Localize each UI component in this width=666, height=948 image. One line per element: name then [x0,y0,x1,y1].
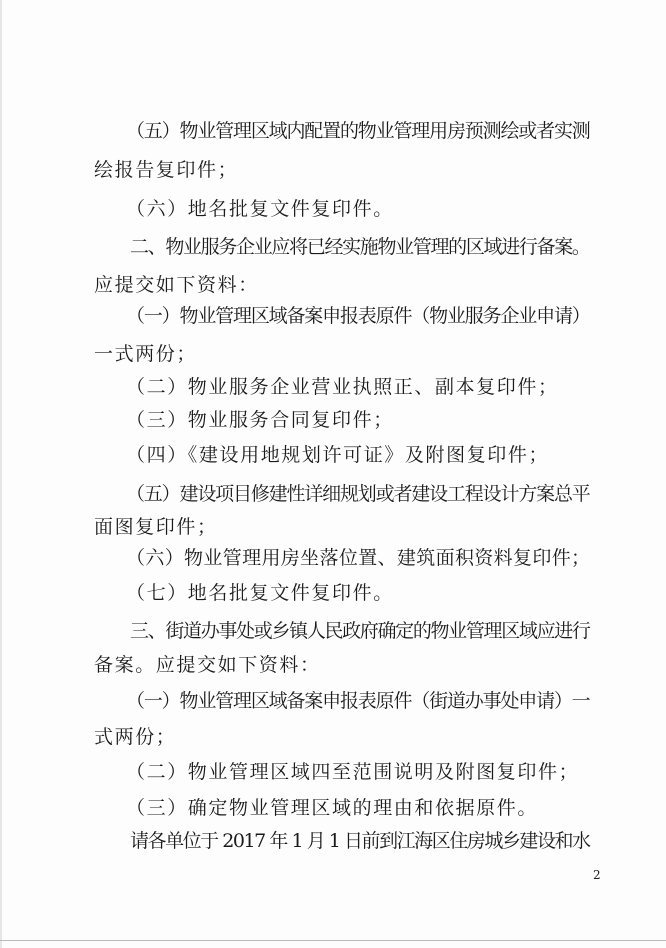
text-line: （六）地名批复文件复印件。 [126,198,394,220]
text-line: 请各单位于 2017 年 1 月 1 日前到江海区住房城乡建设和水 [130,830,590,852]
text-line: （三）物业服务合同复印件； [126,409,394,431]
text-line: （七）地名批复文件复印件。 [126,582,394,604]
text-line: （五）物业管理区域内配置的物业管理用房预测绘或者实测 [126,120,590,142]
page-number: 2 [593,868,601,882]
text-line: 式两份； [94,726,177,748]
text-line: 备案。应提交如下资料： [94,654,321,676]
text-line: （一）物业管理区域备案申报表原件（街道办事处申请）一 [126,690,590,712]
text-line: 应提交如下资料： [94,274,259,296]
scan-edge [0,0,2,948]
text-line: 一式两份； [94,343,198,365]
text-line: 二、物业服务企业应将已经实施物业管理的区域进行备案。 [130,236,590,258]
text-line: （四）《建设用地规划许可证》及附图复印件； [126,444,550,466]
text-line: （三）确定物业管理区域的理由和依据原件。 [126,797,539,819]
text-line: （六）物业管理用房坐落位置、建筑面积资料复印件； [126,547,591,569]
text-line: 面图复印件； [94,516,218,538]
text-line: （二）物业管理区域四至范围说明及附图复印件； [126,761,580,783]
text-line: 绘报告复印件； [94,159,239,181]
bottom-rule [0,940,666,941]
text-line: 三、街道办事处或乡镇人民政府确定的物业管理区域应进行 [130,620,590,642]
text-line: （五）建设项目修建性详细规划或者建设工程设计方案总平 [126,483,590,505]
text-line: （一）物业管理区域备案申报表原件（物业服务企业申请） [126,305,590,327]
text-line: （二）物业服务企业营业执照正、副本复印件； [126,376,559,398]
